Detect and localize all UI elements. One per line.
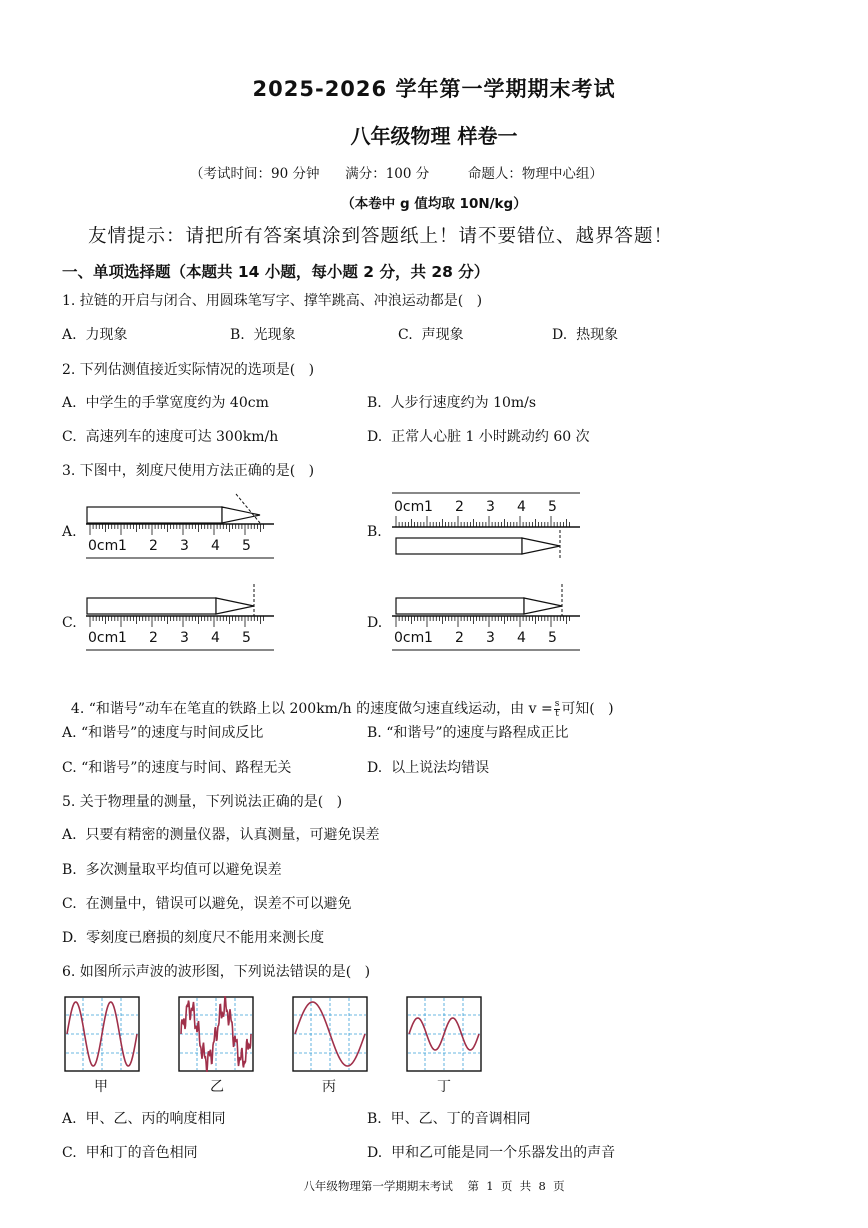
ruler-label: 1 — [118, 630, 127, 646]
fraction-numerator: s — [554, 698, 560, 709]
ruler-diagram-c — [84, 582, 284, 662]
ruler-label: 2 — [455, 630, 464, 646]
measured-object — [396, 538, 522, 554]
q4-option-a: A. “和谐号”的速度与时间成反比 — [62, 725, 264, 741]
ruler-label: 5 — [242, 630, 251, 646]
object-tip — [524, 598, 562, 614]
ruler-label: 3 — [180, 630, 189, 646]
q2-option-d: D. 正常人心脏 1 小时跳动约 60 次 — [367, 429, 590, 445]
section-title: 一、单项选择题（本题共 14 小题，每小题 2 分，共 28 分） — [62, 263, 490, 281]
ruler-label: 3 — [486, 630, 495, 646]
question-1-stem: 1. 拉链的开启与闭合、用圆珠笔写字、撑竿跳高、冲浪运动都是( ) — [62, 293, 483, 309]
exam-subtitle: 八年级物理 样卷一 — [350, 124, 518, 148]
g-value-note: （本卷中 g 值均取 10N/kg） — [341, 196, 527, 212]
ruler-label: 0cm — [88, 538, 119, 554]
q5-option-a: A. 只要有精密的测量仪器，认真测量，可避免误差 — [62, 827, 380, 843]
q3-option-c: C. — [62, 615, 77, 631]
ruler-label: 4 — [211, 630, 220, 646]
ruler-label: 0cm — [394, 630, 425, 646]
wave-label-jia: 甲 — [94, 1079, 108, 1095]
ruler-diagram-a — [84, 490, 284, 570]
ruler-label: 5 — [548, 499, 557, 515]
ruler-label: 1 — [424, 499, 433, 515]
ruler-label: 1 — [424, 630, 433, 646]
question-2-stem: 2. 下列估测值接近实际情况的选项是( ) — [62, 362, 315, 378]
question-4-stem-post: 可知( ) — [561, 701, 614, 717]
q1-option-b: B. 光现象 — [230, 327, 296, 343]
q3-option-a: A. — [62, 524, 77, 540]
measured-object — [396, 598, 524, 614]
object-tip — [522, 538, 560, 554]
ruler-label: 2 — [149, 538, 158, 554]
q3-option-b: B. — [367, 524, 382, 540]
q6-option-b: B. 甲、乙、丁的音调相同 — [367, 1111, 531, 1127]
velocity-fraction — [554, 700, 561, 719]
measured-object — [87, 507, 222, 523]
measured-object — [87, 598, 216, 614]
q1-option-c: C. 声现象 — [398, 327, 464, 343]
ruler-label: 3 — [180, 538, 189, 554]
ruler-label: 4 — [211, 538, 220, 554]
q5-option-b: B. 多次测量取平均值可以避免误差 — [62, 862, 282, 878]
ruler-label: 4 — [517, 630, 526, 646]
question-4-stem-pre: 4. “和谐号”动车在笔直的铁路上以 200km/h 的速度做匀速直线运动，由 v = — [70, 701, 553, 717]
fraction-denominator: t — [555, 708, 559, 719]
wave-label-bing: 丙 — [322, 1079, 336, 1095]
question-6-stem: 6. 如图所示声波的波形图，下列说法错误的是( ) — [62, 964, 371, 980]
exam-info: （考试时间：90 分钟 满分：100 分 命题人：物理中心组） — [190, 166, 603, 182]
ruler-diagram-b — [390, 490, 590, 570]
ruler-label: 5 — [242, 538, 251, 554]
q3-option-d: D. — [367, 615, 383, 631]
exam-title: 2025-2026 学年第一学期期末考试 — [252, 77, 616, 101]
object-tip — [216, 598, 254, 614]
q5-option-d: D. 零刻度已磨损的刻度尺不能用来测长度 — [62, 930, 325, 946]
ruler-label: 4 — [517, 499, 526, 515]
q5-option-c: C. 在测量中，错误可以避免，误差不可以避免 — [62, 896, 352, 912]
waveform-ding — [406, 996, 482, 1072]
ruler-label: 1 — [118, 538, 127, 554]
q1-option-d: D. 热现象 — [552, 327, 619, 343]
q6-option-d: D. 甲和乙可能是同一个乐器发出的声音 — [367, 1145, 616, 1161]
q4-option-d: D. 以上说法均错误 — [367, 760, 490, 776]
ruler-label: 2 — [455, 499, 464, 515]
q4-option-b: B. “和谐号”的速度与路程成正比 — [367, 725, 569, 741]
question-5-stem: 5. 关于物理量的测量，下列说法正确的是( ) — [62, 794, 343, 810]
question-4-stem — [62, 682, 614, 719]
q2-option-a: A. 中学生的手掌宽度约为 40cm — [62, 395, 269, 411]
wave-label-ding: 丁 — [437, 1079, 451, 1095]
ruler-diagram-d — [390, 582, 590, 662]
ruler-label: 2 — [149, 630, 158, 646]
wave-label-yi: 乙 — [210, 1079, 224, 1095]
q2-option-b: B. 人步行速度约为 10m/s — [367, 395, 537, 411]
q6-option-a: A. 甲、乙、丙的响度相同 — [62, 1111, 226, 1127]
ruler-label: 0cm — [394, 499, 425, 515]
ruler-label: 0cm — [88, 630, 119, 646]
friendly-tip: 友情提示：请把所有答案填涂到答题纸上！请不要错位、越界答题！ — [88, 226, 674, 247]
waveform-bing — [292, 996, 368, 1072]
q4-option-c: C. “和谐号”的速度与时间、路程无关 — [62, 760, 292, 776]
page-footer: 八年级物理第一学期期末考试 第 1 页 共 8 页 — [303, 1179, 565, 1193]
q6-option-c: C. 甲和丁的音色相同 — [62, 1145, 198, 1161]
q2-option-c: C. 高速列车的速度可达 300km/h — [62, 429, 279, 445]
waveform-jia — [64, 996, 140, 1072]
waveform-yi — [178, 996, 254, 1072]
ruler-label: 3 — [486, 499, 495, 515]
ruler-label: 5 — [548, 630, 557, 646]
q1-option-a: A. 力现象 — [62, 327, 128, 343]
question-3-stem: 3. 下图中，刻度尺使用方法正确的是( ) — [62, 463, 315, 479]
object-tip — [222, 507, 260, 523]
